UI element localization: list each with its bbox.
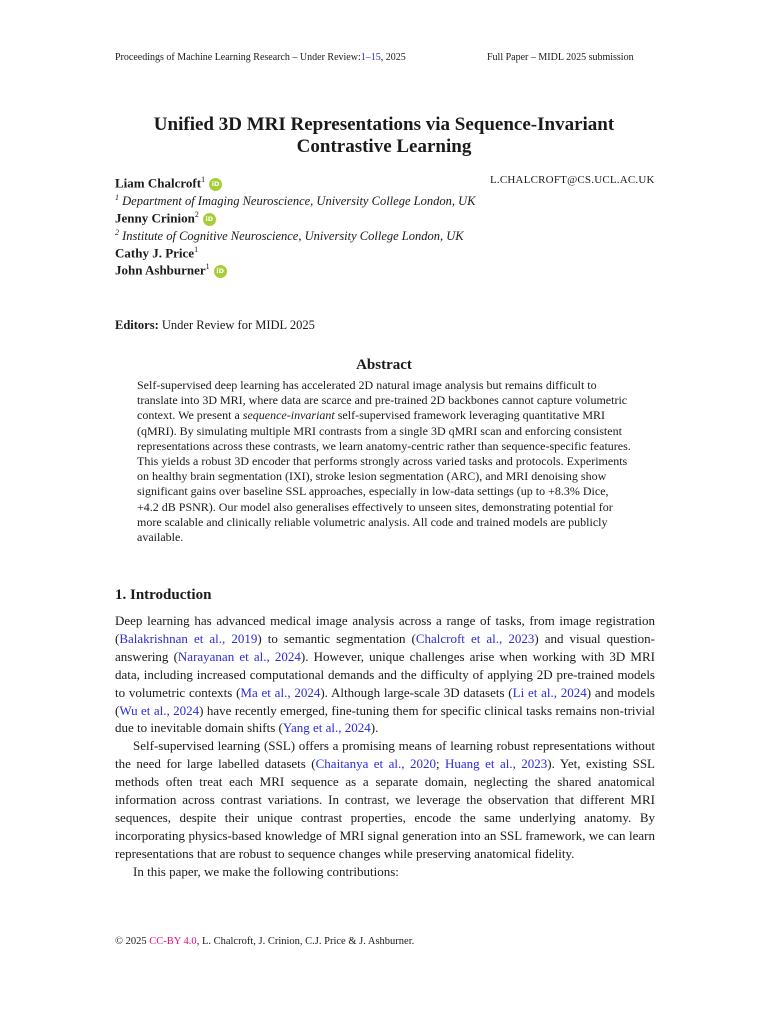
abstract-body: Self-supervised deep learning has accelerated 2D natural image analysis but remains difficult to translate into 3D MRI, where data are scarce and pre-trained 2D backbones cannot capture volumetric context. We present a sequence-invariant self-supervised framework leveraging quantitative MRI (qMRI). By simulating multiple MRI contrasts from a single 3D qMRI scan and enforcing consistent representations across these contrasts, we learn anatomy-centric rather than sequence-specific features. This yields a robust 3D encoder that performs strongly across varied tasks and protocols. Experiments on healthy brain segmentation (IXI), stroke lesion segmentation (ARC), and MRI denoising show significant gains over baseline SSL approaches, especially in low-data settings (up to +8.3% Dice, +4.2 dB PSNR). Our model also generalises effectively to unseen sites, demonstrating potential for more scalable and clinically reliable volumetric analysis. All code and trained models are publicly available. bbox=[137, 378, 631, 545]
running-header-right: Full Paper – MIDL 2025 submission bbox=[487, 52, 634, 63]
paragraph-text: ). Although large-scale 3D datasets ( bbox=[320, 684, 513, 700]
copyright-icon: © bbox=[115, 936, 123, 947]
paragraph-text: ) and visual question-answering ( bbox=[115, 630, 655, 664]
citation-link[interactable]: Li et al., 2024 bbox=[512, 684, 587, 700]
author-2: Jenny Crinion$^2$iD bbox=[115, 207, 216, 226]
affiliation-1: $^1$ Department of Imaging Neuroscience, University College London, UK bbox=[115, 193, 476, 209]
citation-link[interactable]: Ma et al., 2024 bbox=[240, 684, 321, 700]
title-line-1: Unified 3D MRI Representations via Sequence-Invariant bbox=[153, 114, 615, 135]
paragraph-text: Self-supervised learning (SSL) offers a promising means of learning robust representations without the need for large labelled datasets ( bbox=[115, 738, 655, 772]
page-range-link[interactable]: 1–15 bbox=[360, 52, 381, 63]
paragraph-2 bbox=[115, 737, 655, 862]
copyright-footer: © 2025 CC-BY 4.0, L. Chalcroft, J. Crinion, C.J. Price & J. Ashburner. bbox=[115, 936, 415, 947]
citation-link[interactable]: Chaitanya et al., 2020 bbox=[315, 756, 436, 772]
paragraph-text: ) have recently emerged, fine-tuning them for specific clinical tasks remains non-trivial due to inevitable domain shifts ( bbox=[115, 702, 656, 736]
author-email[interactable]: L.CHALCROFT@CS.UCL.AC.UK bbox=[490, 174, 655, 186]
license-link[interactable]: CC-BY 4.0 bbox=[149, 936, 197, 947]
citation-link[interactable]: Huang et al., 2023 bbox=[445, 756, 548, 772]
citation-link[interactable]: Chalcroft et al., 2023 bbox=[415, 630, 535, 646]
author-1: Liam Chalcroft$^1$iD bbox=[115, 172, 222, 191]
orcid-icon[interactable]: iD bbox=[209, 178, 222, 191]
citation-link[interactable]: Narayanan et al., 2024 bbox=[177, 648, 301, 664]
abstract-heading: Abstract bbox=[356, 357, 412, 373]
paragraph-text: Deep learning has advanced medical image analysis across a range of tasks, from image registration ( bbox=[115, 613, 655, 646]
citation-link[interactable]: Yang et al., 2024 bbox=[282, 720, 371, 736]
orcid-icon[interactable]: iD bbox=[203, 213, 216, 226]
paragraph-text: ). However, unique challenges arise when working with 3D MRI data, including increased computational demands and the difficulty of applying 2D pre-trained models to volumetric contexts ( bbox=[115, 648, 655, 700]
paragraph-1 bbox=[115, 612, 655, 737]
affiliation-2: $^2$ Institute of Cognitive Neuroscience, University College London, UK bbox=[115, 228, 464, 244]
abstract-emphasis: sequence-invariant bbox=[242, 408, 335, 423]
paragraph-text: ). bbox=[370, 720, 379, 736]
citation-link[interactable]: Wu et al., 2024 bbox=[119, 702, 200, 718]
editors-line: Editors: Under Review for MIDL 2025 bbox=[115, 318, 315, 332]
paragraph-text: ) and models ( bbox=[115, 684, 655, 718]
citation-link[interactable]: Balakrishnan et al., 2019 bbox=[119, 630, 258, 646]
introduction-body bbox=[115, 612, 655, 881]
orcid-icon[interactable]: iD bbox=[214, 265, 227, 278]
section-heading-introduction: 1. Introduction bbox=[115, 587, 212, 603]
paragraph-text: ) to semantic segmentation ( bbox=[257, 630, 416, 646]
running-header-left: Proceedings of Machine Learning Research – Under Review:1–15, 2025 bbox=[115, 52, 406, 63]
author-4: John Ashburner$^1$iD bbox=[115, 259, 227, 278]
title-line-2: Contrastive Learning bbox=[296, 136, 472, 157]
paragraph-text: ). Yet, existing SSL methods often treat each MRI sequence as a separate domain, neglecting the shared anatomical information across contrast variations. In contrast, we leverage the observation that different MRI sequences, despite their unique contrast properties, encode the same underlying anatomy. By incorporating physics-based knowledge of MRI signal generation into an SSL framework, we can learn representations that are robust to sequence changes while preserving anatomical fidelity. bbox=[115, 756, 656, 861]
paper-title bbox=[110, 114, 658, 158]
author-3: Cathy J. Price$^1$ bbox=[115, 245, 199, 261]
paragraph-3: In this paper, we make the following contributions: bbox=[133, 863, 399, 879]
paragraph-text: ; bbox=[435, 756, 446, 772]
